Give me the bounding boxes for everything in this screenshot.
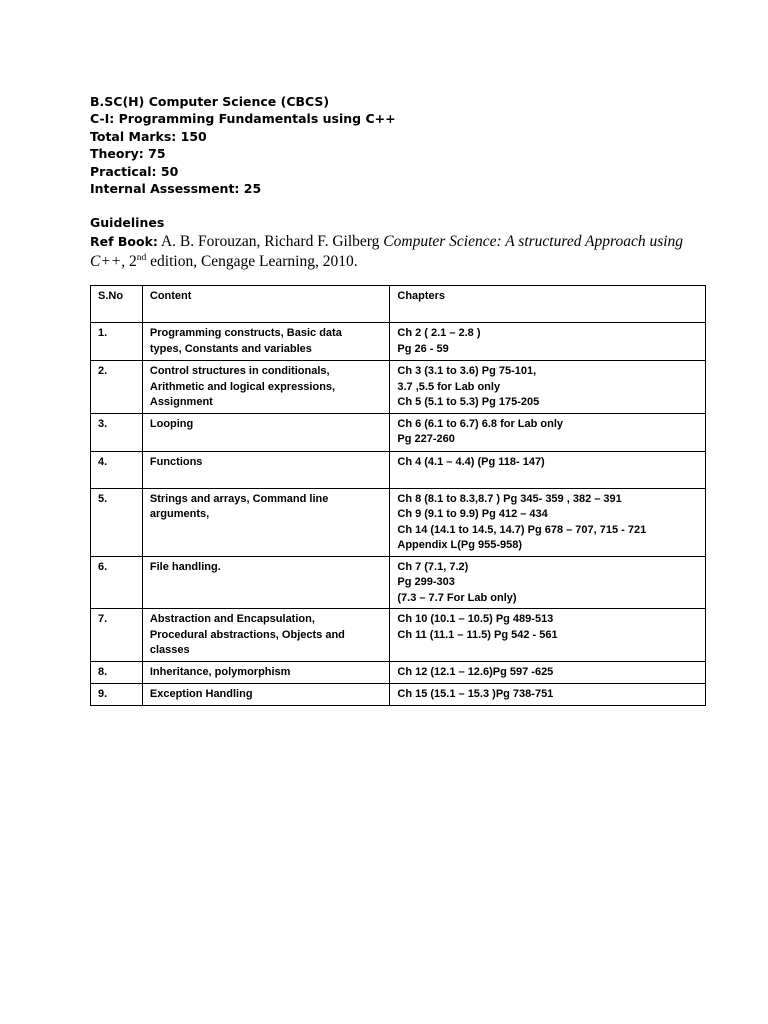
table-row: [91, 609, 706, 662]
cell-chapters: Ch 8 (8.1 to 8.3,8.7 ) Pg 345- 359 , 382 – 391 Ch 9 (9.1 to 9.9) Pg 412 – 434 Ch 14 (14.1 to 14.5, 14.7) Pg 678 – 707, 715 - 721 Appendix L(Pg 955-958): [390, 488, 706, 556]
cell-content: Inheritance, polymorphism: [142, 661, 390, 683]
cell-chapters: Ch 6 (6.1 to 6.7) 6.8 for Lab only Pg 227-260: [390, 413, 706, 451]
table-row: [91, 413, 706, 451]
cell-content: Programming constructs, Basic data types, Constants and variables: [142, 323, 390, 361]
cell-chapters: Ch 12 (12.1 – 12.6)Pg 597 -625: [390, 661, 706, 683]
table-row: [91, 488, 706, 556]
table-row: [91, 323, 706, 361]
ref-book-authors: A. B. Forouzan, Richard F. Gilberg: [157, 233, 384, 250]
cell-chapters: Ch 3 (3.1 to 3.6) Pg 75-101, 3.7 ,5.5 for Lab only Ch 5 (5.1 to 5.3) Pg 175-205: [390, 361, 706, 414]
cell-sno: 7.: [91, 609, 143, 662]
table-row: [91, 661, 706, 683]
cell-content: File handling.: [142, 556, 390, 609]
ref-book-title: Computer Science: A structured Approach using C++: [90, 233, 684, 270]
theory-marks: Theory: 75: [90, 146, 166, 162]
cell-content: Functions: [142, 451, 390, 488]
internal-assessment-marks: Internal Assessment: 25: [90, 181, 262, 197]
header-chapters: Chapters: [390, 286, 706, 323]
cell-sno: 8.: [91, 661, 143, 683]
ref-book-label: Ref Book:: [90, 234, 158, 249]
cell-content: Looping: [142, 413, 390, 451]
table-header-row: [91, 286, 706, 323]
cell-chapters: Ch 4 (4.1 – 4.4) (Pg 118- 147): [390, 451, 706, 488]
cell-sno: 6.: [91, 556, 143, 609]
ref-book-separator: , 2: [121, 253, 137, 270]
table-row: [91, 556, 706, 609]
cell-sno: 4.: [91, 451, 143, 488]
syllabus-table: [90, 285, 706, 706]
header-content: Content: [142, 286, 390, 323]
guidelines-heading: Guidelines: [90, 215, 165, 230]
table-row: [91, 451, 706, 488]
paper-title: C-I: Programming Fundamentals using C++: [90, 111, 396, 127]
table-row: [91, 683, 706, 705]
reference-book: [90, 232, 690, 272]
course-header: [90, 93, 396, 197]
total-marks: Total Marks: 150: [90, 128, 207, 144]
cell-chapters: Ch 15 (15.1 – 15.3 )Pg 738-751: [390, 683, 706, 705]
cell-content: Strings and arrays, Command line arguments,: [142, 488, 390, 556]
ref-book-publisher: edition, Cengage Learning, 2010.: [146, 253, 358, 270]
cell-chapters: Ch 7 (7.1, 7.2) Pg 299-303 (7.3 – 7.7 For Lab only): [390, 556, 706, 609]
cell-content: Control structures in conditionals, Arithmetic and logical expressions, Assignment: [142, 361, 390, 414]
cell-sno: 9.: [91, 683, 143, 705]
table-row: [91, 361, 706, 414]
cell-sno: 5.: [91, 488, 143, 556]
header-sno: S.No: [91, 286, 143, 323]
cell-chapters: Ch 2 ( 2.1 – 2.8 ) Pg 26 - 59: [390, 323, 706, 361]
cell-chapters: Ch 10 (10.1 – 10.5) Pg 489-513 Ch 11 (11.1 – 11.5) Pg 542 - 561: [390, 609, 706, 662]
cell-sno: 1.: [91, 323, 143, 361]
practical-marks: Practical: 50: [90, 163, 179, 179]
programme-title: B.SC(H) Computer Science (CBCS): [90, 94, 330, 109]
ref-book-edition-suffix: nd: [136, 253, 147, 263]
cell-content: Exception Handling: [142, 683, 390, 705]
cell-content: Abstraction and Encapsulation, Procedural abstractions, Objects and classes: [142, 609, 390, 662]
cell-sno: 2.: [91, 361, 143, 414]
cell-sno: 3.: [91, 413, 143, 451]
